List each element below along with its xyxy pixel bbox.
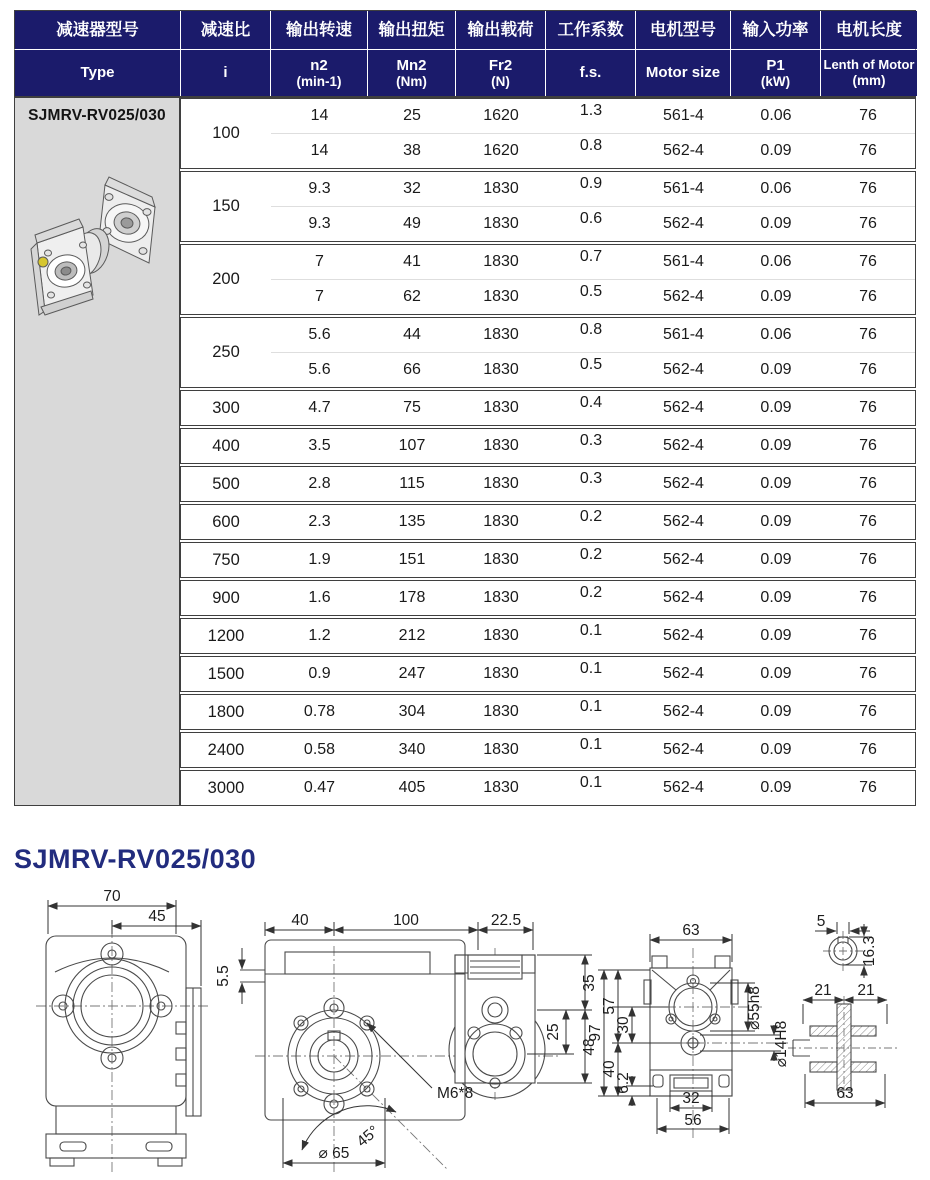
drawing-shaft-view	[788, 913, 898, 1108]
cell-fs: 0.9	[579, 175, 603, 192]
dim-dia14h8: ⌀14H8	[773, 1020, 790, 1068]
group-rows	[271, 245, 915, 314]
cell-mn2: 25	[403, 107, 421, 124]
cell-n2: 0.78	[303, 703, 336, 720]
cell-fr2: 1830	[483, 361, 519, 378]
table-row	[271, 429, 915, 463]
table-row	[271, 619, 915, 653]
cell-fs: 0.2	[579, 546, 603, 563]
cell-fr2: 1830	[483, 475, 519, 492]
cell-fr2: 1830	[483, 253, 519, 270]
cell-fs: 0.4	[579, 394, 603, 411]
cell-motor-length: 76	[859, 513, 877, 530]
header-en-6	[636, 50, 731, 96]
ratio-group-1500	[180, 656, 916, 692]
header-en-line1: Fr2	[488, 56, 513, 74]
cell-motor-size: 562-4	[663, 475, 704, 492]
group-rows	[271, 99, 915, 168]
drawing-front-view	[36, 888, 208, 1172]
product-image	[21, 167, 173, 325]
cell-fs: 0.5	[579, 283, 603, 300]
cell-n2: 2.8	[308, 475, 331, 492]
cell-motor-length: 76	[859, 589, 877, 606]
dim-45: 45	[148, 908, 166, 925]
table-row	[271, 657, 915, 691]
cell-mn2: 66	[403, 361, 421, 378]
dim-35: 35	[581, 974, 598, 992]
group-rows	[271, 505, 915, 539]
table-row	[271, 133, 915, 168]
cell-fs: 0.1	[579, 660, 603, 677]
header-en-8	[821, 50, 917, 96]
cell-mn2: 49	[403, 215, 421, 232]
cell-motor-size: 561-4	[663, 326, 704, 343]
cell-fs: 0.8	[579, 137, 603, 154]
dim-16_3: 16.3	[861, 935, 878, 967]
cell-fs: 0.2	[579, 584, 603, 601]
ratio-group-200	[180, 244, 916, 315]
dim-56: 56	[684, 1112, 702, 1129]
table-row	[271, 771, 915, 805]
cell-fs: 0.3	[579, 470, 603, 487]
callout-m6x8: M6*8	[437, 1085, 474, 1102]
header-en-2	[271, 50, 368, 96]
cell-motor-size: 562-4	[663, 741, 704, 758]
ratio-group-3000	[180, 770, 916, 806]
header-en-line1: Type	[80, 64, 115, 82]
header-cn-2: 输出转速	[271, 11, 368, 49]
header-en-line1: i	[223, 64, 228, 82]
table-row	[271, 172, 915, 206]
dim-57: 57	[601, 997, 618, 1015]
ratio-group-1800	[180, 694, 916, 730]
cell-n2: 7	[315, 288, 324, 305]
cell-mn2: 340	[398, 741, 426, 758]
cell-mn2: 41	[403, 253, 421, 270]
table-row	[271, 352, 915, 387]
cell-n2: 14	[310, 107, 329, 124]
table-row	[271, 467, 915, 501]
cell-p1: 0.09	[760, 551, 792, 568]
spec-table	[14, 10, 916, 806]
group-rows	[271, 318, 915, 387]
cell-ratio: 100	[212, 124, 240, 142]
dim-40: 40	[291, 912, 309, 929]
group-rows	[271, 771, 915, 805]
cell-fr2: 1830	[483, 779, 519, 796]
cell-fs: 0.8	[579, 321, 603, 338]
cell-mn2: 38	[403, 142, 421, 159]
ratio-group-2400	[180, 732, 916, 768]
cell-p1: 0.09	[760, 741, 792, 758]
group-rows	[271, 467, 915, 501]
cell-fr2: 1620	[483, 142, 519, 159]
cell-fs: 0.7	[579, 248, 603, 265]
ratio-group-600	[180, 504, 916, 540]
dim-21-left: 21	[814, 982, 832, 999]
cell-mn2: 115	[399, 475, 425, 492]
dim-6_2: 6.2	[615, 1072, 632, 1094]
table-row	[271, 245, 915, 279]
cell-p1: 0.06	[760, 253, 792, 270]
table-body	[14, 98, 916, 806]
cell-motor-length: 76	[859, 779, 877, 796]
cell-motor-size: 562-4	[663, 665, 704, 682]
cell-motor-length: 76	[859, 288, 877, 305]
cell-fs: 0.1	[579, 698, 603, 715]
ratio-group-500	[180, 466, 916, 502]
header-en-line1: P1	[766, 56, 785, 74]
cell-fr2: 1830	[483, 741, 519, 758]
ratio-group-750	[180, 542, 916, 578]
drawing-back-view	[587, 922, 790, 1140]
ratio-group-250	[180, 317, 916, 388]
table-row	[271, 543, 915, 577]
header-cn-8: 电机长度	[821, 11, 917, 49]
cell-fr2: 1620	[483, 107, 519, 124]
header-en-line1: f.s.	[579, 64, 602, 82]
ratio-group-900	[180, 580, 916, 616]
cell-ratio: 900	[212, 588, 240, 607]
table-row	[271, 581, 915, 615]
cell-ratio: 600	[212, 512, 240, 531]
cell-fs: 0.1	[579, 736, 603, 753]
cell-p1: 0.09	[760, 513, 792, 530]
cell-ratio: 1800	[207, 702, 245, 721]
dim-22_5: 22.5	[490, 912, 522, 929]
header-en-0	[15, 50, 181, 96]
header-cn-0: 减速器型号	[15, 11, 181, 49]
technical-drawings	[0, 886, 930, 1180]
header-en-line1: Motor size	[645, 64, 721, 82]
table-row	[271, 695, 915, 729]
group-rows	[271, 581, 915, 615]
cell-fr2: 1830	[483, 703, 519, 720]
cell-fr2: 1830	[483, 437, 519, 454]
cell-motor-size: 562-4	[663, 513, 704, 530]
group-rows	[271, 657, 915, 691]
cell-fr2: 1830	[483, 288, 519, 305]
dim-5: 5	[816, 913, 826, 930]
dim-70: 70	[103, 888, 121, 905]
header-cn-5: 工作系数	[546, 11, 636, 49]
cell-motor-size: 562-4	[663, 399, 704, 416]
ratio-group-300	[180, 390, 916, 426]
cell-motor-size: 562-4	[663, 551, 704, 568]
header-cn-1: 减速比	[181, 11, 271, 49]
group-rows	[271, 391, 915, 425]
group-rows	[271, 733, 915, 767]
cell-p1: 0.09	[760, 288, 792, 305]
cell-p1: 0.09	[760, 627, 792, 644]
dim-5_5: 5.5	[215, 965, 232, 987]
cell-ratio: 1500	[207, 664, 245, 683]
cell-motor-size: 562-4	[663, 589, 704, 606]
cell-motor-size: 562-4	[663, 361, 704, 378]
cell-motor-length: 76	[859, 627, 877, 644]
header-cn-3: 输出扭矩	[368, 11, 456, 49]
table-row	[271, 99, 915, 133]
group-rows	[271, 172, 915, 241]
table-groups	[180, 98, 916, 806]
header-en-line1: Lenth of Motor	[823, 56, 915, 72]
cell-motor-length: 76	[859, 665, 877, 682]
cell-n2: 3.5	[308, 437, 331, 454]
cell-mn2: 44	[403, 326, 421, 343]
cell-ratio: 3000	[207, 778, 245, 797]
cell-n2: 14	[310, 142, 329, 159]
cell-mn2: 247	[398, 665, 426, 682]
cell-n2: 4.7	[308, 399, 331, 416]
header-en-line2: (Nm)	[396, 73, 427, 89]
header-cn-4: 输出载荷	[456, 11, 546, 49]
cell-n2: 0.47	[303, 779, 336, 796]
cell-mn2: 151	[398, 551, 426, 568]
cell-motor-length: 76	[859, 180, 877, 197]
group-rows	[271, 543, 915, 577]
cell-fr2: 1830	[483, 399, 519, 416]
table-header-cn	[14, 10, 916, 49]
table-row	[271, 206, 915, 241]
cell-fr2: 1830	[483, 215, 519, 232]
header-en-line2: (min-1)	[296, 73, 342, 89]
cell-ratio: 1200	[207, 626, 245, 645]
cell-n2: 5.6	[308, 326, 331, 343]
cell-p1: 0.09	[760, 703, 792, 720]
cell-motor-size: 561-4	[663, 180, 704, 197]
dim-63: 63	[682, 922, 700, 939]
cell-motor-length: 76	[859, 475, 877, 492]
cell-n2: 0.9	[308, 665, 331, 682]
cell-motor-size: 562-4	[663, 779, 704, 796]
cell-motor-size: 562-4	[663, 703, 704, 720]
cell-mn2: 212	[398, 627, 426, 644]
cell-motor-size: 562-4	[663, 437, 704, 454]
dim-25: 25	[545, 1023, 562, 1041]
table-row	[271, 733, 915, 767]
cell-p1: 0.09	[760, 437, 792, 454]
cell-ratio: 250	[212, 343, 240, 361]
table-row	[271, 391, 915, 425]
header-en-line2: (mm)	[852, 72, 886, 88]
cell-mn2: 32	[403, 180, 421, 197]
page-title: SJMRV-RV025/030	[14, 844, 257, 874]
header-en-line2: (N)	[491, 73, 510, 89]
cell-mn2: 304	[398, 703, 426, 720]
dim-32: 32	[682, 1090, 700, 1107]
header-cn-7: 输入功率	[731, 11, 821, 49]
cell-fs: 1.3	[579, 102, 603, 119]
ratio-group-1200	[180, 618, 916, 654]
cell-n2: 5.6	[308, 361, 331, 378]
cell-motor-length: 76	[859, 215, 877, 232]
cell-n2: 0.58	[303, 741, 336, 758]
cell-p1: 0.09	[760, 215, 792, 232]
cell-motor-size: 561-4	[663, 107, 704, 124]
cell-motor-length: 76	[859, 551, 877, 568]
cell-p1: 0.09	[760, 665, 792, 682]
cell-fs: 0.5	[579, 356, 603, 373]
cell-motor-size: 561-4	[663, 253, 704, 270]
dim-40b: 40	[601, 1060, 618, 1078]
header-cn-6: 电机型号	[636, 11, 731, 49]
cell-n2: 9.3	[308, 215, 331, 232]
type-column	[14, 98, 180, 806]
cell-p1: 0.06	[760, 107, 792, 124]
dim-21-right: 21	[857, 982, 875, 999]
dim-dia55h8: ⌀55h8	[746, 986, 763, 1030]
cell-p1: 0.09	[760, 779, 792, 796]
group-rows	[271, 429, 915, 463]
ratio-group-100	[180, 98, 916, 169]
cell-fr2: 1830	[483, 551, 519, 568]
dim-30: 30	[615, 1016, 632, 1034]
cell-ratio: 2400	[207, 740, 245, 759]
cell-motor-length: 76	[859, 326, 877, 343]
dim-45deg: 45°	[353, 1122, 383, 1151]
group-rows	[271, 619, 915, 653]
cell-p1: 0.09	[760, 142, 792, 159]
cell-fr2: 1830	[483, 589, 519, 606]
cell-motor-length: 76	[859, 437, 877, 454]
cell-ratio: 500	[212, 474, 240, 493]
cell-p1: 0.09	[760, 475, 792, 492]
cell-n2: 1.6	[308, 589, 331, 606]
cell-motor-length: 76	[859, 399, 877, 416]
header-en-4	[456, 50, 546, 96]
type-label: SJMRV-RV025/030	[28, 107, 166, 124]
cell-n2: 7	[315, 253, 324, 270]
cell-p1: 0.06	[760, 326, 792, 343]
cell-motor-size: 562-4	[663, 215, 704, 232]
cell-n2: 2.3	[308, 513, 331, 530]
header-en-line1: Mn2	[396, 56, 427, 74]
cell-motor-length: 76	[859, 741, 877, 758]
cell-p1: 0.09	[760, 361, 792, 378]
cell-mn2: 75	[403, 399, 421, 416]
ratio-group-400	[180, 428, 916, 464]
cell-ratio: 200	[212, 270, 240, 288]
header-en-7	[731, 50, 821, 96]
cell-fr2: 1830	[483, 180, 519, 197]
header-en-3	[368, 50, 456, 96]
cell-p1: 0.09	[760, 589, 792, 606]
cell-fs: 0.1	[579, 622, 603, 639]
cell-motor-length: 76	[859, 142, 877, 159]
cell-ratio: 150	[212, 197, 240, 215]
table-row	[271, 279, 915, 314]
drawing-side-view	[215, 912, 598, 1172]
cell-mn2: 107	[398, 437, 426, 454]
dim-63b: 63	[836, 1085, 854, 1102]
table-header-en	[14, 49, 916, 98]
cell-fr2: 1830	[483, 513, 519, 530]
header-en-5	[546, 50, 636, 96]
cell-fs: 0.3	[579, 432, 603, 449]
cell-n2: 9.3	[308, 180, 331, 197]
cell-ratio: 750	[212, 550, 240, 569]
table-row	[271, 505, 915, 539]
ratio-group-150	[180, 171, 916, 242]
cell-n2: 1.9	[308, 551, 331, 568]
header-en-1	[181, 50, 271, 96]
cell-motor-length: 76	[859, 107, 877, 124]
oil-plug	[38, 257, 48, 267]
dim-100: 100	[393, 912, 419, 929]
cell-fs: 0.2	[579, 508, 603, 525]
group-rows	[271, 695, 915, 729]
cell-fr2: 1830	[483, 326, 519, 343]
cell-n2: 1.2	[308, 627, 331, 644]
cell-motor-length: 76	[859, 253, 877, 270]
cell-fs: 0.6	[579, 210, 603, 227]
cell-p1: 0.06	[760, 180, 792, 197]
cell-motor-length: 76	[859, 361, 877, 378]
header-en-line2: (kW)	[760, 73, 791, 89]
cell-motor-size: 562-4	[663, 627, 704, 644]
cell-ratio: 300	[212, 398, 240, 417]
table-row	[271, 318, 915, 352]
cell-motor-size: 562-4	[663, 142, 704, 159]
cell-fr2: 1830	[483, 627, 519, 644]
cell-motor-size: 562-4	[663, 288, 704, 305]
cell-fs: 0.1	[579, 774, 603, 791]
cell-ratio: 400	[212, 436, 240, 455]
cell-motor-length: 76	[859, 703, 877, 720]
cell-mn2: 405	[398, 779, 426, 796]
dim-97: 97	[587, 1024, 604, 1042]
dim-dia65: ⌀ 65	[318, 1145, 350, 1162]
header-en-line1: n2	[310, 56, 328, 74]
cell-mn2: 62	[403, 288, 421, 305]
dim-48: 48	[581, 1038, 598, 1056]
cell-fr2: 1830	[483, 665, 519, 682]
cell-p1: 0.09	[760, 399, 792, 416]
cell-mn2: 135	[398, 513, 426, 530]
cell-mn2: 178	[398, 589, 426, 606]
